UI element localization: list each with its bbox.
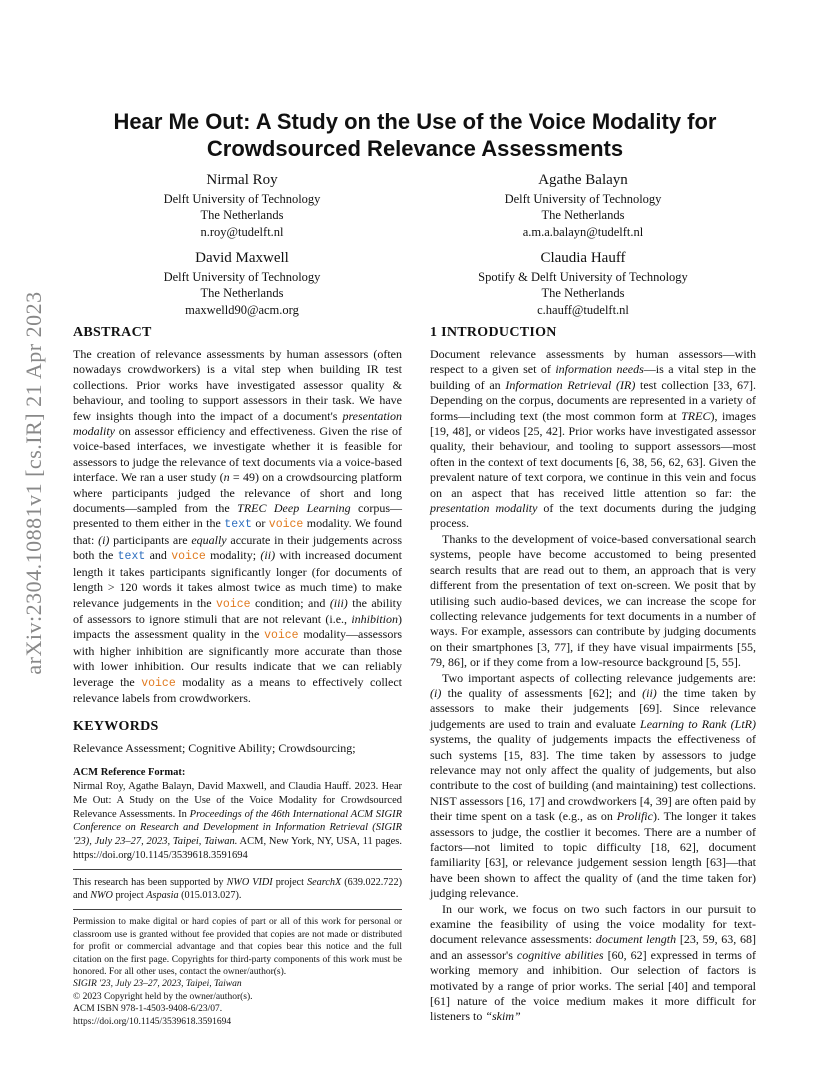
author-block bbox=[82, 249, 402, 318]
acm-reference-heading: ACM Reference Format: bbox=[73, 766, 186, 778]
intro-paragraph: In our work, we focus on two such factors in our pursuit to examine the feasibility of using the voice modality for text-document relevance assessments: document length [23, 59, 63, 68] and an assessor's cognitive abilities [60, 62] expressed in terms of working memory and inhibition. Our selection of factors is motivated by a range of prior works. The serial [40] and temporal [61] nature of the voice medium makes it more difficult for listeners to “skim” bbox=[430, 901, 756, 1024]
introduction-heading: 1 INTRODUCTION bbox=[430, 325, 557, 340]
author-block bbox=[82, 171, 402, 240]
author-affiliation: Delft University of Technology bbox=[504, 192, 662, 206]
divider bbox=[73, 909, 402, 910]
author-affiliation: Spotify & Delft University of Technology bbox=[478, 270, 688, 284]
intro-paragraph: Document relevance assessments by human assessors—with respect to a given set of information needs—is a vital step in the building of an Information Retrieval (IR) test collection [33, 67]. Depending on the corpus, documents are represented in a variety of forms—including text (the most common form at TREC), images [19, 48], or videos [25, 42]. Prior works have investigated assessor quality, their behaviour, and tooling to support assessors—most often in the context of text documents [6, 38, 56, 62, 63]. Given the prevalent nature of text corpora, we continue in this vein and focus on an aspect that has received little attention so far: the presentation modality of the text documents during the judging process. bbox=[430, 347, 757, 531]
intro-paragraph: Two important aspects of collecting relevance judgements are: (i) the quality of assessments [62]; and (ii) the time taken by assessors to make their judgements [69]. Since relevance judgements are used to train and evaluate Learning to Rank (LtR) systems, the quality of judgements impacts the effectiveness of such systems [15, 83]. The time taken by assessors to judge relevance may not only affect the quality of judgements, but also contribute to the cost of building (and maintaining) test collections. NIST assessors [16, 17] and crowdworkers [4, 39] are often paid by their time spent on a task (e.g., as on Prolific). The longer it takes assessors to judge, the costlier it becomes. There are a number of factors—not limited to topic difficulty [18, 62], document familiarity [63], or relevance judgement session length [63]—that have been shown to affect the quality of (and the time taken for) judging relevance. bbox=[430, 670, 756, 901]
right-column bbox=[430, 324, 756, 1025]
intro-paragraph: Thanks to the development of voice-based conversational search systems, people have become accustomed to being presented search results that are read out to them, an approach that is very different from the presentation of text on-screen. We posit that by utilising such audio-based devices, we can increase the scope for collecting relevance judgements for text documents in a number of ways. For example, assessors can contribute by judging documents on their smartphones [3, 77], if they have visual impairments [55, 79, 86], or if they come from a low-resource background [5, 55]. bbox=[430, 531, 756, 670]
voice-modality-label: voice bbox=[264, 629, 299, 643]
keywords-heading: KEYWORDS bbox=[73, 719, 159, 735]
author-name: Nirmal Roy bbox=[206, 172, 278, 188]
permission-block bbox=[73, 916, 402, 1028]
author-email: a.m.a.balayn@tudelft.nl bbox=[522, 224, 644, 239]
author-country: The Netherlands bbox=[200, 286, 284, 301]
divider bbox=[73, 869, 402, 870]
author-affiliation: Delft University of Technology bbox=[163, 270, 321, 284]
venue-line: SIGIR '23, July 23–27, 2023, Taipei, Taiwan bbox=[73, 979, 242, 990]
isbn-line: ACM ISBN 978-1-4503-9408-6/23/07. bbox=[73, 1004, 223, 1015]
doi-link[interactable]: https://doi.org/10.1145/3539618.3591694 bbox=[73, 1016, 232, 1027]
author-affiliation: Delft University of Technology bbox=[163, 192, 321, 206]
author-name: Claudia Hauff bbox=[540, 250, 626, 266]
author-country: The Netherlands bbox=[541, 208, 625, 223]
author-country: The Netherlands bbox=[541, 286, 625, 301]
author-email: n.roy@tudelft.nl bbox=[200, 224, 284, 239]
abstract-heading: ABSTRACT bbox=[73, 325, 152, 340]
voice-modality-label: voice bbox=[141, 676, 176, 690]
permission-text: Permission to make digital or hard copies of part or all of this work for personal or classroom use is granted without fee provided that copies are not made or distributed for profit or commercial advantage and that copies bear this notice and the full citation on the first page. Copyrights for third-party components of this work must be honored. For all other uses, contact the owner/author(s). bbox=[73, 917, 402, 977]
author-block bbox=[423, 249, 743, 318]
abstract-text: The creation of relevance assessments by human assessors (often nowadays crowdworkers) is a vital step when building IR test collections. Prior works have investigated assessor quality & behaviour, and tooling to support assessors in their task. We have few insights though into the impact of a document's presentation modality on assessor efficiency and effectiveness. Given the rise of voice-based interfaces, we investigate whether it is feasible for assessors to judge the relevance of text documents via a voice-based interface. We ran a user study (n = 49) on a crowdsourcing platform where participants judged the relevance of short and long documents—sampled from the TREC Deep Learning corpus—presented to them either in the text or voice modality. We found that: (i) participants are equally accurate in their judgements across both the text and voice modality; (ii) with increased document length it takes participants significantly longer (for documents of length > 120 words it takes almost twice as much time) to make relevance judgements in the voice condition; and (iii) the ability of assessors to ignore stimuli that are not relevant (i.e., inhibition) impacts the assessment quality in the voice modality—assessors with higher inhibition are significantly more accurate than those with lower inhibition. Our results indicate that we can reliably leverage the voice modality as a means to effectively collect relevance labels from crowdworkers. bbox=[73, 347, 403, 705]
keywords-text: Relevance Assessment; Cognitive Ability; Crowdsourcing; bbox=[73, 741, 356, 756]
voice-modality-label: voice bbox=[216, 597, 251, 611]
author-country: The Netherlands bbox=[200, 208, 284, 223]
author-name: David Maxwell bbox=[195, 250, 289, 266]
text-modality-label: text bbox=[224, 518, 252, 532]
arxiv-identifier: arXiv:2304.10881v1 [cs.IR] 21 Apr 2023 bbox=[21, 291, 46, 675]
left-column bbox=[73, 324, 402, 1028]
author-email: c.hauff@tudelft.nl bbox=[537, 302, 629, 317]
voice-modality-label: voice bbox=[171, 550, 206, 564]
author-email: maxwelld90@acm.org bbox=[185, 302, 299, 317]
copyright-line: © 2023 Copyright held by the owner/author(s). bbox=[73, 991, 253, 1002]
paper-title: Hear Me Out: A Study on the Use of the Voice Modality for Crowdsourced Relevance Assessments bbox=[113, 109, 717, 161]
text-modality-label: text bbox=[117, 550, 146, 564]
author-name: Agathe Balayn bbox=[538, 172, 628, 188]
acm-reference-text: Nirmal Roy, Agathe Balayn, David Maxwell, and Claudia Hauff. 2023. Hear Me Out: A Study on the Use of the Voice Modality for Crowdsourced Relevance Assessments. In Proceedings of the 46th International ACM SIGIR Conference on Research and Development in Information Retrieval (SIGIR '23), July 23–27, 2023, Taipei, Taiwan. ACM, New York, NY, USA, 11 pages. https://doi.org/10.1145/3539618.3591694 bbox=[73, 781, 403, 861]
author-block bbox=[423, 171, 743, 240]
funding-note: This research has been supported by NWO VIDI project SearchX (639.022.722) and NWO project Aspasia (015.013.027). bbox=[73, 877, 402, 902]
voice-modality-label: voice bbox=[268, 518, 304, 532]
